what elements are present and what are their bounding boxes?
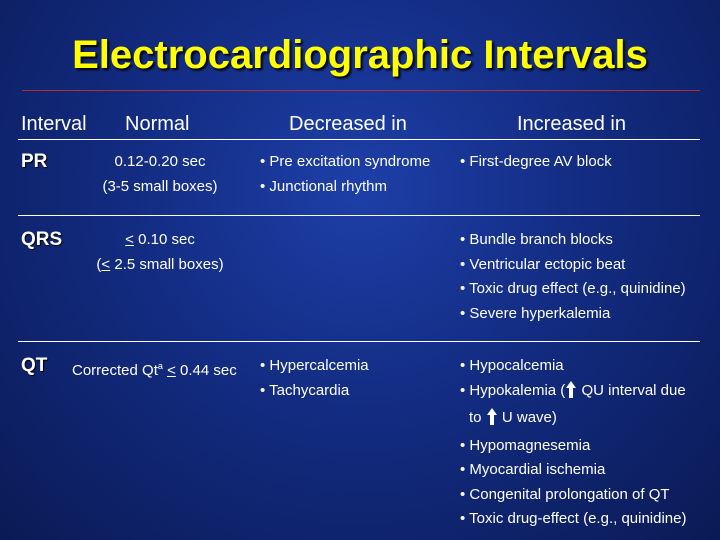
list-item: • Junctional rhythm bbox=[260, 177, 387, 195]
footnote-marker: a bbox=[157, 361, 163, 371]
pr-normal-range: 0.12-0.20 sec bbox=[114, 153, 206, 170]
row-divider bbox=[18, 215, 700, 216]
row-label-qrs: QRS bbox=[21, 229, 63, 250]
list-item: • Bundle branch blocks bbox=[460, 231, 613, 248]
qt-normal: Corrected Qt$^a$ < 0.44 sec bbox=[72, 361, 237, 379]
less-equal-symbol: < bbox=[101, 255, 111, 273]
row-label-qt: QT bbox=[21, 355, 48, 376]
up-arrow-icon bbox=[487, 408, 497, 434]
pr-normal-boxes: (3-5 small boxes) bbox=[102, 177, 218, 195]
list-item: • Hypomagnesemia bbox=[460, 436, 591, 454]
list-item: to U wave) bbox=[460, 406, 687, 434]
list-item: • First-degree AV block bbox=[460, 153, 612, 170]
list-item: • Hypercalcemia bbox=[260, 357, 369, 374]
pr-increased bbox=[460, 150, 612, 175]
header-increased: Increased in bbox=[517, 113, 626, 135]
list-item: • Severe hyperkalemia bbox=[460, 304, 611, 322]
row-label-pr: PR bbox=[21, 151, 48, 172]
row-divider bbox=[18, 341, 700, 342]
slide-title: Electrocardiographic Intervals bbox=[72, 33, 648, 77]
up-arrow-icon bbox=[566, 381, 576, 407]
list-item: • Ventricular ectopic beat bbox=[460, 255, 626, 273]
qt-increased bbox=[460, 354, 687, 532]
less-equal-symbol: < bbox=[125, 231, 134, 248]
qt-decreased bbox=[260, 354, 369, 403]
qrs-normal bbox=[80, 228, 240, 277]
qrs-normal-boxes: (< 2.5 small boxes) bbox=[96, 255, 224, 273]
list-item: • Hypocalcemia bbox=[460, 357, 564, 374]
title-divider bbox=[22, 90, 700, 91]
list-item: • Toxic drug-effect (e.g., quinidine) bbox=[460, 510, 687, 527]
header-decreased: Decreased in bbox=[289, 113, 407, 135]
list-item: • Tachycardia bbox=[260, 381, 350, 399]
list-item: • Myocardial ischemia bbox=[460, 461, 606, 478]
pr-normal bbox=[85, 150, 235, 199]
header-normal: Normal bbox=[125, 113, 190, 135]
list-item: • Pre excitation syndrome bbox=[260, 153, 431, 170]
header-divider bbox=[18, 139, 700, 140]
pr-decreased bbox=[260, 150, 430, 199]
less-equal-symbol: < bbox=[167, 362, 176, 379]
header-interval: Interval bbox=[21, 113, 87, 135]
qrs-increased bbox=[460, 228, 686, 326]
list-item: • Congenital prolongation of QT bbox=[460, 485, 670, 503]
list-item: • Toxic drug effect (e.g., quinidine) bbox=[460, 280, 686, 297]
qrs-normal-duration: < 0.10 sec bbox=[125, 231, 195, 248]
list-item: • Hypokalemia ( QU interval due bbox=[460, 379, 687, 407]
